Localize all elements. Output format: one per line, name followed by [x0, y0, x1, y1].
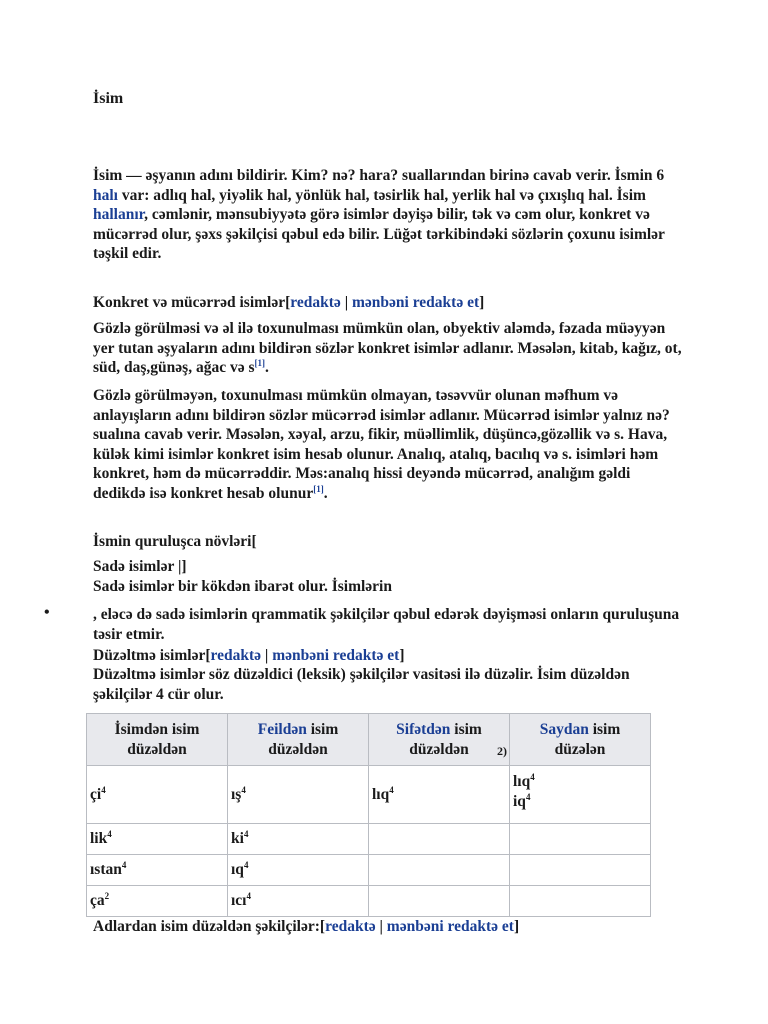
table-cell — [228, 766, 369, 824]
edit-link[interactable]: redaktə — [290, 294, 341, 311]
intro-text-3: , cəmlənir, mənsubiyyətə görə isimlər dəyişə bilir, tək və cəm olur, konkret və mücərrəd olur, şəxs şəkilçisi qəbul edə bilir. Lüğət tərkibindəki sözlərin çoxunu isimlər təşkil edir. — [93, 206, 665, 262]
reference-link[interactable]: [1] — [313, 483, 324, 494]
table-cell — [369, 824, 510, 855]
suffix-text: lıq — [372, 785, 390, 803]
page-title: İsim — [93, 90, 124, 107]
suffix-variant-count: 4 — [107, 829, 112, 840]
suffix-text: ça — [90, 892, 105, 910]
suffix-variant-count: 4 — [121, 860, 127, 871]
bracket-open: [ — [319, 918, 326, 935]
edit-source-link[interactable]: mənbəni redaktə et — [386, 918, 514, 935]
bracket-close: ] — [399, 647, 405, 664]
mucerred-paragraph — [93, 386, 683, 503]
table-cell — [510, 855, 651, 886]
suffix-variant-count: 4 — [246, 891, 251, 902]
feilden-link[interactable]: Feildən — [257, 721, 307, 738]
konkret-paragraph — [93, 319, 683, 378]
table-cell — [87, 886, 228, 917]
table-cell — [228, 824, 369, 855]
table-cell — [369, 855, 510, 886]
suffix-variant-count: 4 — [525, 791, 531, 802]
table-cell — [369, 886, 510, 917]
table-cell — [87, 766, 228, 824]
intro-paragraph — [93, 166, 683, 264]
suffix-text: ıcı — [231, 892, 247, 910]
bracket-close: ] — [513, 918, 520, 935]
table-header-saydan — [510, 714, 651, 766]
bracket-close: ] — [479, 294, 485, 311]
bracket-open: [ — [205, 647, 211, 664]
mucerred-text: Gözlə görülməyən, toxunulması mümkün olmayan, təsəvvür olunan məfhum və anlayışların adını bildirən sözlər mücərrəd isimlər adlanır. Mücərrəd isimlər yalnız nə? sualına cavab verir. Məsələn, xəyal, arzu, fikir, müəllimlik, düşüncə,gözəllik və s. Hava, külək kimi isimlər konkret isim hesab olunur. Analıq, atalıq, bacılıq və s. isimləri həm konkret, həm də mücərrəddir. Məs:analıq hissi deyəndə mücərrəd, analığım gəldi dedikdə isə konkret hesab olunur — [93, 387, 670, 502]
edit-source-link[interactable]: mənbəni redaktə et — [351, 294, 480, 311]
heading-konkret-text: Konkret və mücərrəd isimlər — [93, 294, 286, 311]
suffix-text: lik — [90, 830, 108, 848]
separator: | — [375, 918, 387, 935]
header-text: isim düzəldən — [268, 721, 339, 758]
heading-adlardan-text: Adlardan isim düzəldən şəkilçilər: — [93, 918, 320, 935]
table-row — [87, 886, 651, 917]
header-text: isim düzəldən — [409, 721, 482, 758]
table-cell — [228, 855, 369, 886]
sifetden-link[interactable]: Sifətdən — [396, 721, 451, 738]
sade-paragraph: Sadə isimlər bir kökdən ibarət olur. İsimlərin — [93, 578, 392, 595]
edit-source-link[interactable]: mənbəni redaktə et — [272, 647, 400, 664]
suffix-variant-count: 2 — [104, 891, 110, 902]
bullet-paragraph: , eləcə də sadə isimlərin qrammatik şəkilçilər qəbul edərək dəyişməsi onların quruluşuna təsir etmir. — [93, 606, 680, 643]
table-cell — [369, 766, 510, 824]
list-number: 2) — [497, 744, 507, 758]
header-text: isim düzələn — [554, 721, 621, 758]
bracket-open: [ — [285, 294, 291, 311]
suffix-variant-count: 4 — [101, 784, 106, 795]
bullet-marker: • — [44, 604, 50, 621]
heading-konkret — [93, 293, 683, 313]
table-cell — [510, 766, 651, 824]
konkret-text: Gözlə görülməsi və əl ilə toxunulması mümkün olan, obyektiv aləmdə, fəzada müəyyən yer tutan əşyaların adını bildirən sözlər konkret isimlər adlanır. Məsələn, kitab, kağız, ot, süd, daş,günəş, ağac və s — [93, 320, 682, 376]
edit-link[interactable]: redaktə — [210, 647, 262, 664]
saydan-link[interactable]: Saydan — [539, 721, 589, 738]
table-row — [87, 855, 651, 886]
suffix-text: çi — [90, 785, 102, 803]
table-cell — [228, 886, 369, 917]
hal-link[interactable]: halı — [93, 186, 118, 204]
table-row — [87, 824, 651, 855]
edit-link[interactable]: redaktə — [325, 918, 376, 935]
table-cell — [87, 824, 228, 855]
suffix-variant-count: 4 — [389, 784, 394, 795]
table-header-sifetden — [369, 714, 510, 766]
suffix-variant-count: 4 — [241, 784, 246, 795]
intro-text-2: var: adlıq hal, yiyəlik hal, yönlük hal, təsirlik hal, yerlik hal və çıxışlıq hal. İsim — [117, 186, 646, 204]
suffix-variant-count: 4 — [243, 829, 249, 840]
suffix-text: ış — [231, 785, 242, 803]
heading-qurulus: İsmin quruluşca növləri[ — [93, 533, 257, 550]
table-header-row — [87, 714, 651, 766]
reference-link[interactable]: [1] — [254, 357, 265, 368]
konkret-end: . — [265, 359, 269, 376]
suffix-table — [86, 713, 651, 917]
table-header-isimden: İsimdən isim düzəldən — [87, 714, 228, 766]
suffix-text: ıq — [231, 861, 244, 879]
heading-duzeltme — [93, 646, 683, 666]
mucerred-end: . — [323, 484, 328, 502]
heading-adlardan — [93, 917, 683, 937]
suffix-text: ıstan — [90, 861, 122, 879]
hallanir-link[interactable]: hallanır — [93, 206, 145, 223]
separator: | — [340, 294, 352, 311]
duzeltme-paragraph: Düzəltmə isimlər söz düzəldici (leksik) şəkilçilər vasitəsi ilə düzəlir. İsim düzəldən şəkilçilər 4 cür olur. — [93, 666, 630, 703]
suffix-text: iq — [513, 792, 526, 810]
heading-sade: Sadə isimlər |] — [93, 558, 187, 575]
table-cell — [87, 855, 228, 886]
suffix-text: ki — [231, 830, 244, 848]
table-cell — [510, 886, 651, 917]
table-cell — [510, 824, 651, 855]
suffix-text: lıq — [513, 773, 531, 790]
table-header-feilden — [228, 714, 369, 766]
suffix-variant-count: 4 — [530, 771, 535, 782]
heading-duzeltme-text: Düzəltmə isimlər — [93, 647, 206, 664]
intro-text-1: İsim — əşyanın adını bildirir. Kim? nə? hara? suallarından birinə cavab verir. İsmin 6 — [93, 167, 665, 184]
table-row — [87, 766, 651, 824]
suffix-variant-count: 4 — [243, 860, 249, 871]
separator: | — [261, 647, 273, 664]
